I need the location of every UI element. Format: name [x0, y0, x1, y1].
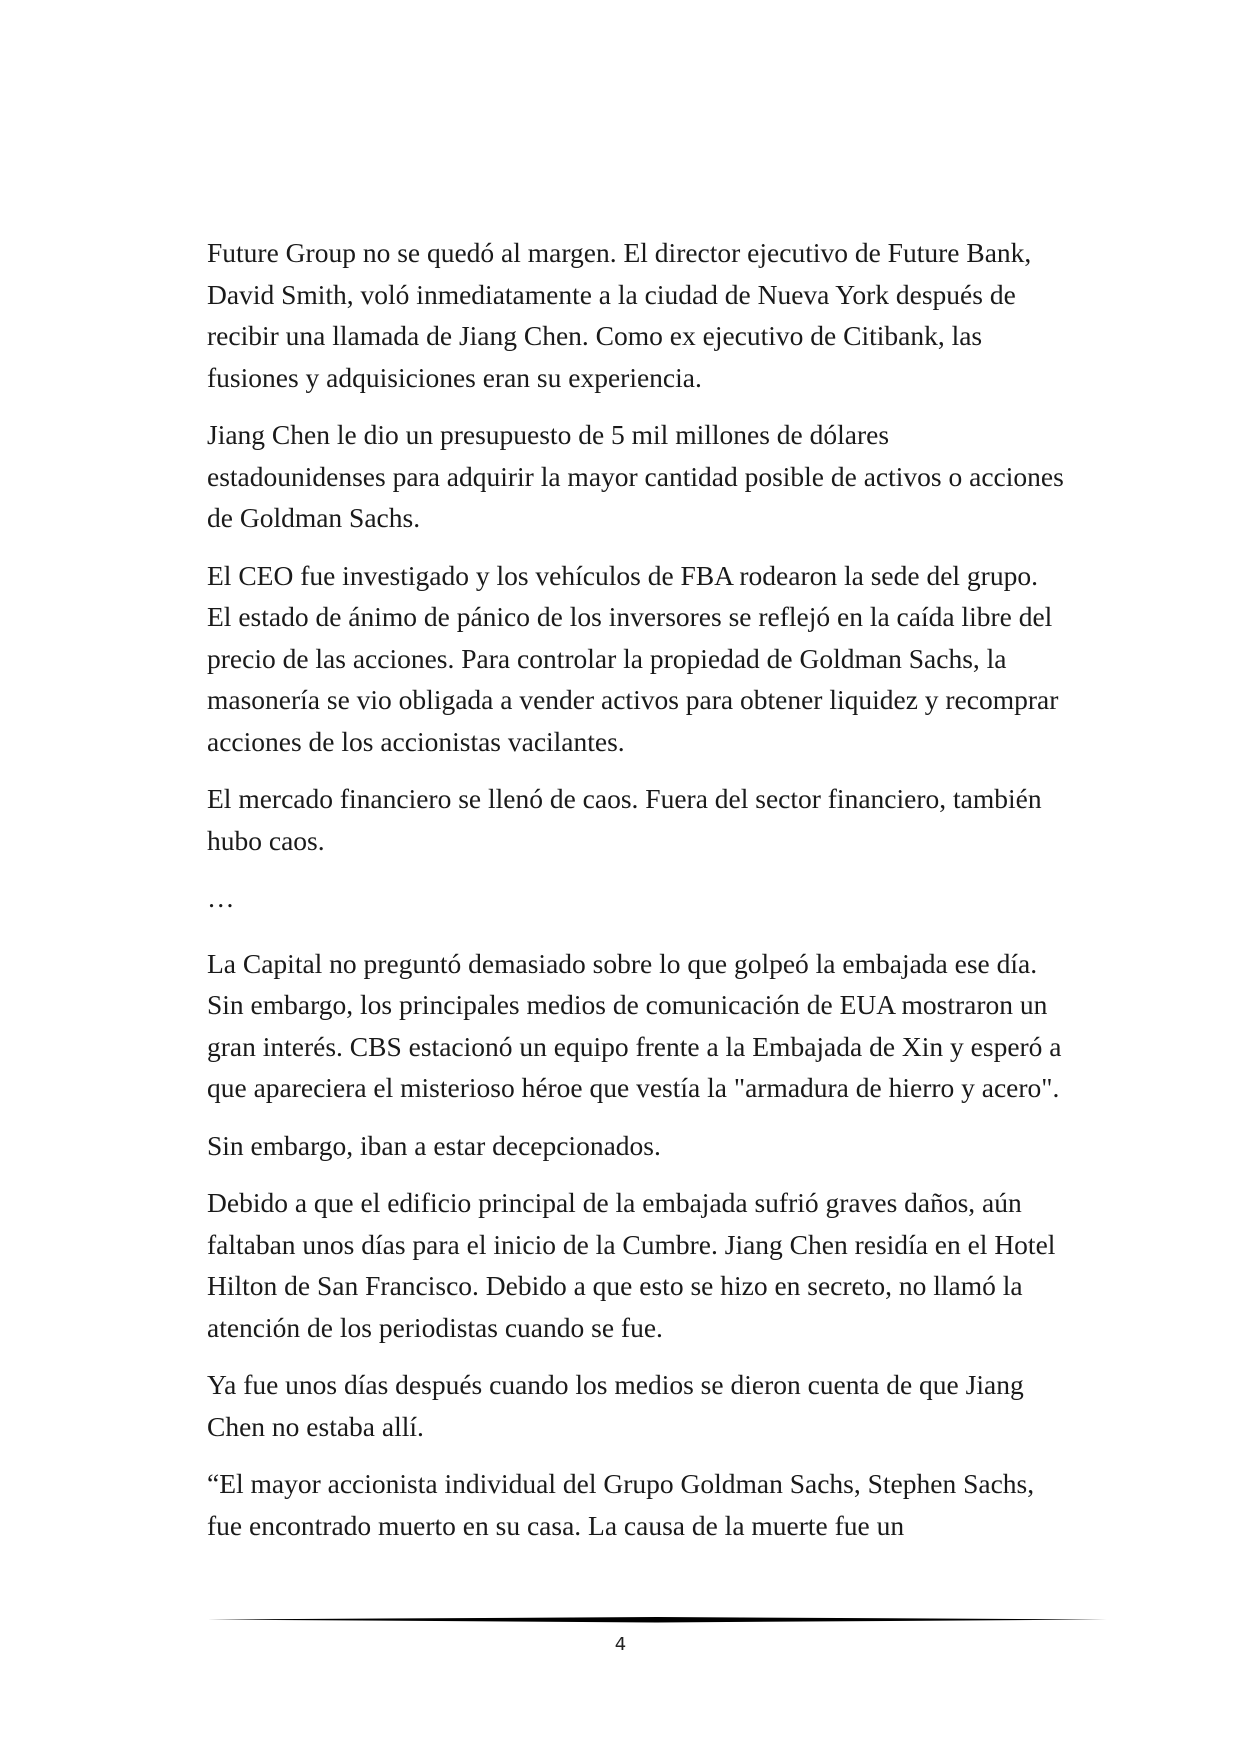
footer-divider: [207, 1614, 1107, 1626]
paragraph-8: Ya fue unos días después cuando los medios se dieron cuenta de que Jiang Chen no estaba allí.: [207, 1369, 1024, 1442]
paragraph-5: La Capital no preguntó demasiado sobre lo que golpeó la embajada ese día. Sin embargo, los principales medios de comunicación de EUA mostraron un gran interés. CBS estacionó un equipo frente a la Embajada de Xin y esperó a que apareciera el misterioso héroe que vestía la "armadura de hierro y acero".: [207, 947, 1062, 1103]
paragraph-3: El CEO fue investigado y los vehículos de FBA rodearon la sede del grupo. El estado de ánimo de pánico de los inversores se reflejó en la caída libre del precio de las acciones. Para controlar la propiedad de Goldman Sachs, la masonería se vio obligada a vender activos para obtener liquidez y recomprar acciones de los accionistas vacilantes.: [207, 559, 1059, 757]
paragraph-9: “El mayor accionista individual del Grupo Goldman Sachs, Stephen Sachs, fue encontrado muerto en su casa. La causa de la muerte fue un: [207, 1468, 1035, 1541]
paragraph-4: El mercado financiero se llenó de caos. Fuera del sector financiero, también hubo caos.: [207, 783, 1042, 856]
scene-break: …: [207, 882, 235, 913]
paragraph-1: Future Group no se quedó al margen. El director ejecutivo de Future Bank, David Smith, voló inmediatamente a la ciudad de Nueva York después de recibir una llamada de Jiang Chen. Como ex ejecutivo de Citibank, las fusiones y adquisiciones eran su experiencia.: [207, 237, 1032, 393]
paragraph-7: Debido a que el edificio principal de la embajada sufrió graves daños, aún faltaban unos días para el inicio de la Cumbre. Jiang Chen residía en el Hotel Hilton de San Francisco. Debido a que esto se hizo en secreto, no llamó la atención de los periodistas cuando se fue.: [207, 1187, 1056, 1343]
paragraph-6: Sin embargo, iban a estar decepcionados.: [207, 1129, 661, 1161]
paragraph-2: Jiang Chen le dio un presupuesto de 5 mil millones de dólares estadounidenses para adquirir la mayor cantidad posible de activos o acciones de Goldman Sachs.: [207, 419, 1064, 533]
body-text: [207, 232, 1067, 1562]
page-number: 4: [614, 1634, 627, 1655]
